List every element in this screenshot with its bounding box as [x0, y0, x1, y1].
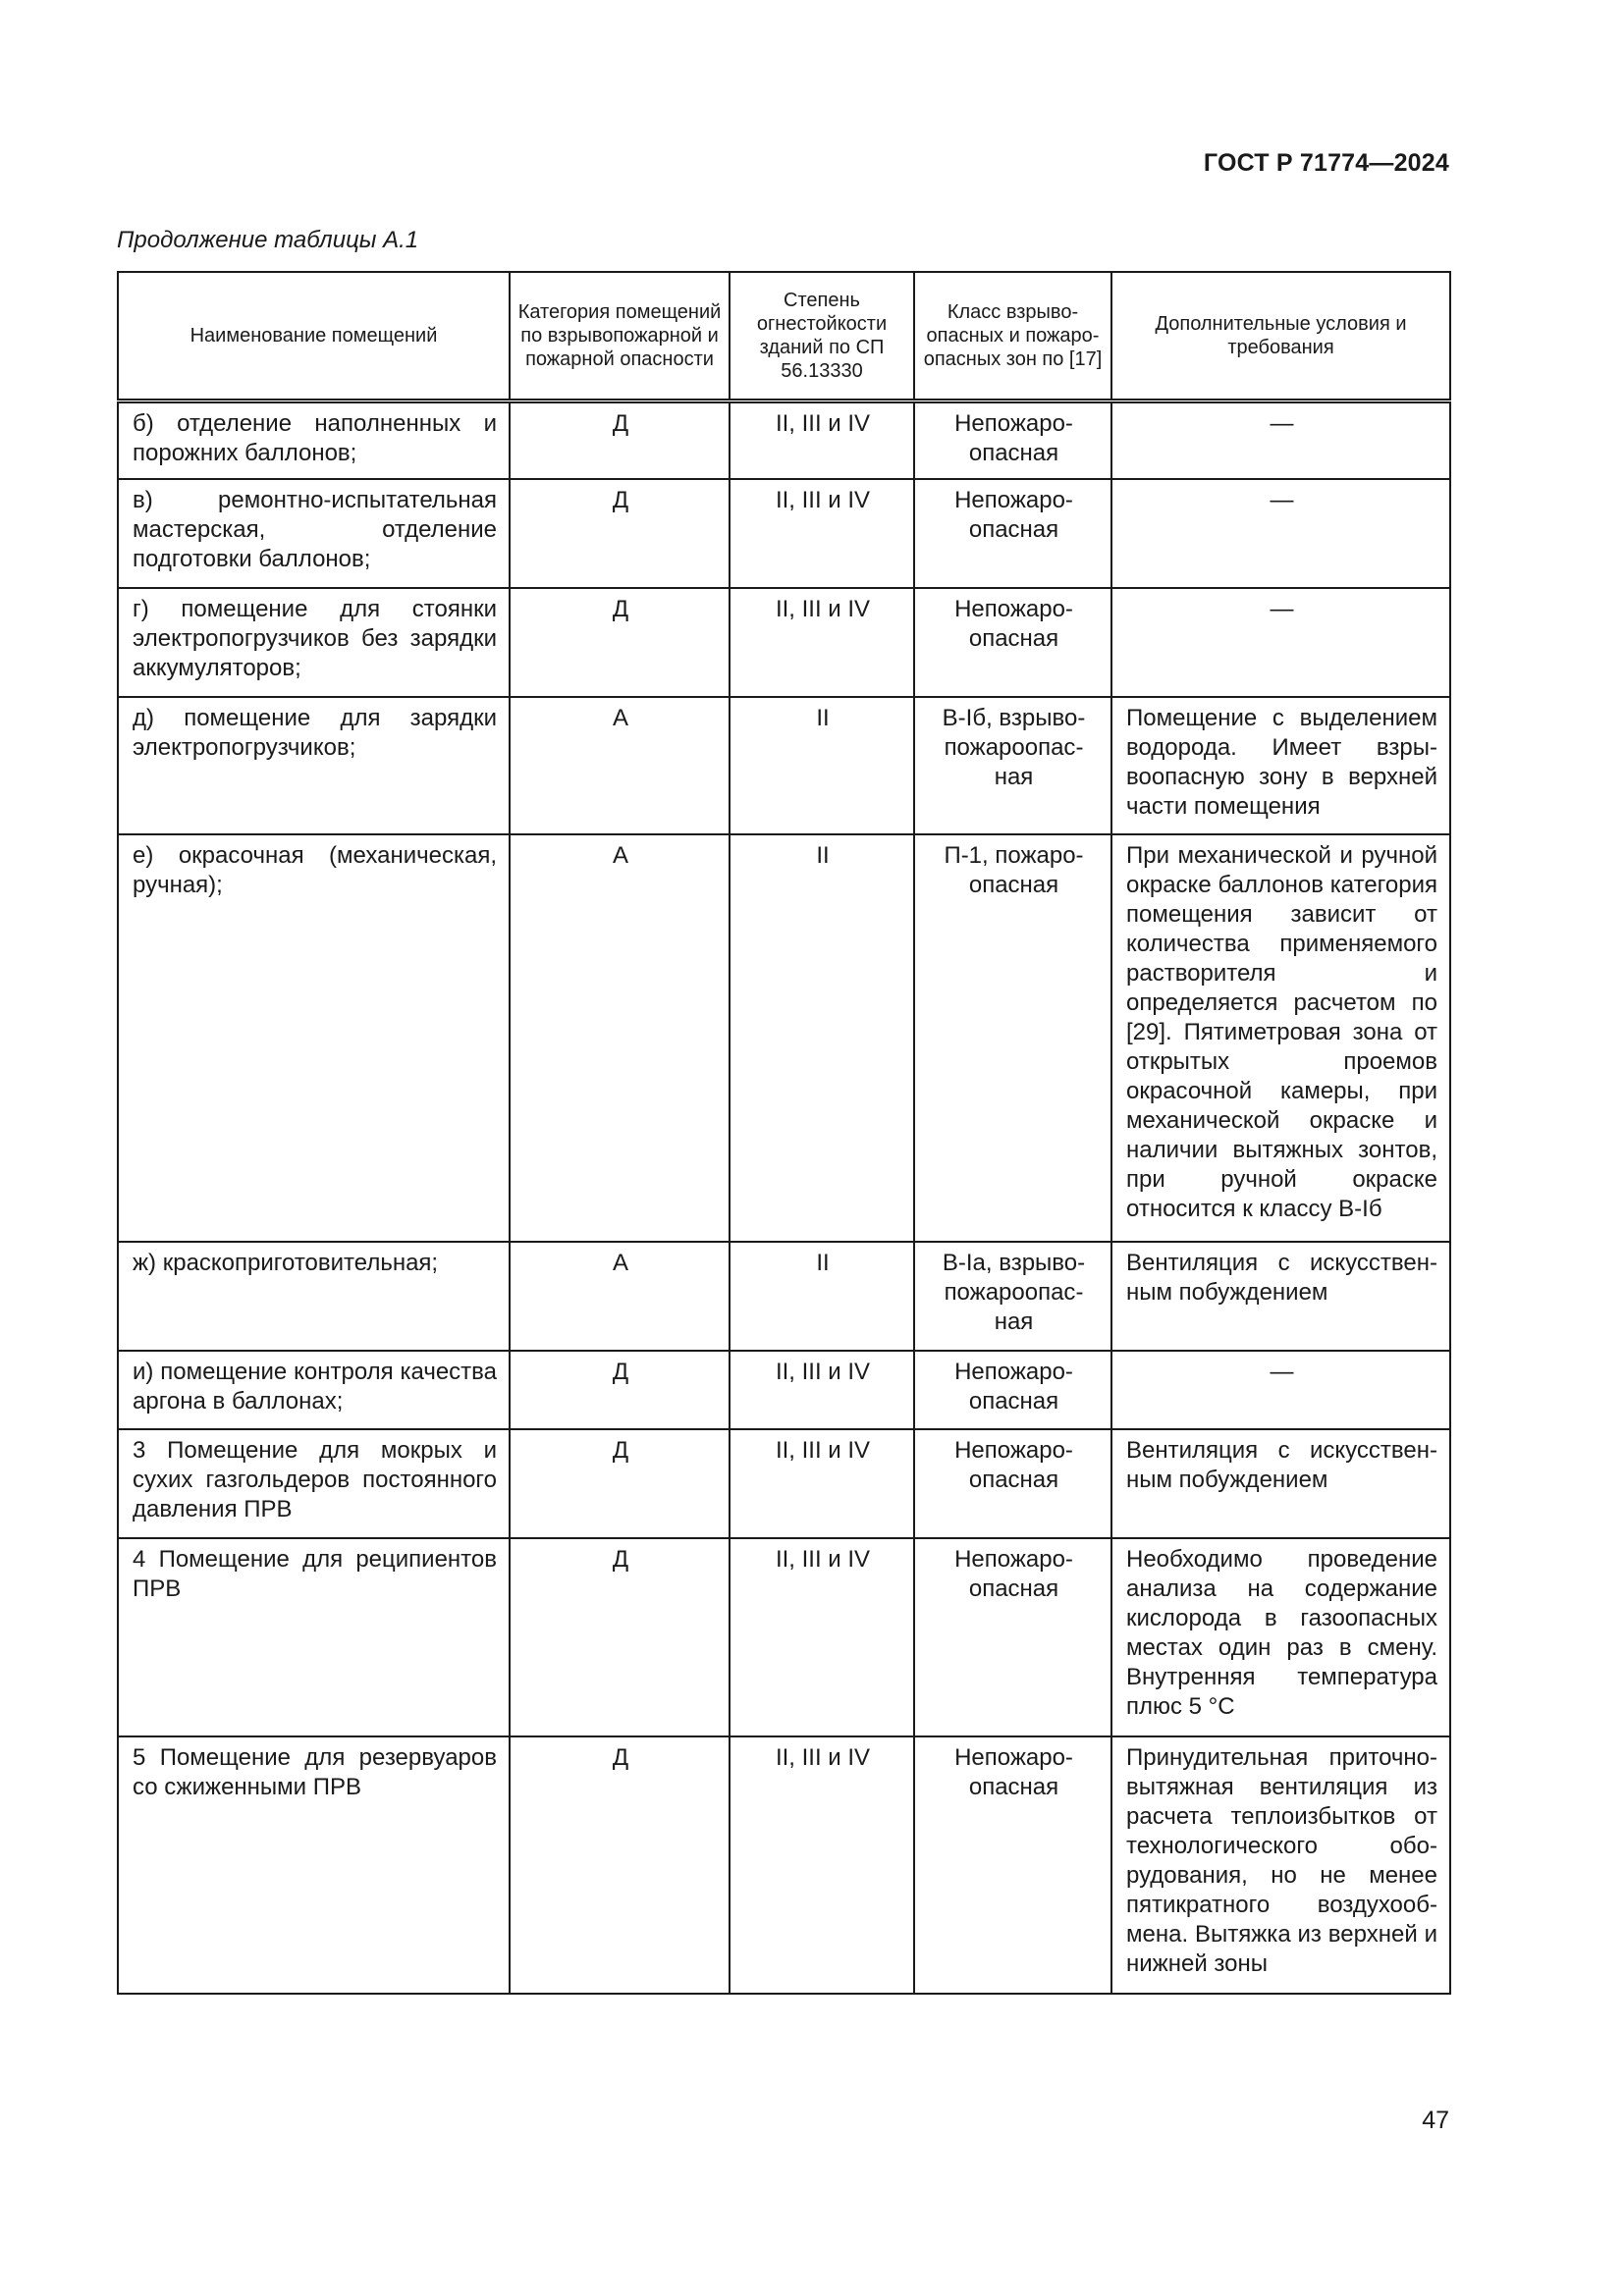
cell-fire-resistance: II, III и IV — [730, 400, 914, 479]
cell-room-name: 4 Помещение для реципиентов ПРВ — [118, 1538, 510, 1736]
cell-category: Д — [510, 400, 730, 479]
table-row — [118, 1736, 1450, 1994]
cell-room-name: 3 Помещение для мокрых и сухих газгольдеров постоянного давления ПРВ — [118, 1429, 510, 1538]
cell-category: А — [510, 697, 730, 834]
requirements-table — [117, 271, 1451, 1995]
cell-fire-resistance: II, III и IV — [730, 479, 914, 588]
cell-room-name: г) помещение для стоянки электропогрузчиков без зарядки аккумуляторов; — [118, 588, 510, 697]
cell-conditions: Принудительная приточно-вытяжная вентиляция из расчета теплоизбытков от технологического оборудования, но не менее пятикратного воздухообмена. Вытяжка из верхней и нижней зоны — [1111, 1736, 1450, 1994]
cell-fire-resistance: II — [730, 834, 914, 1242]
cell-category: А — [510, 834, 730, 1242]
table-header-row — [118, 272, 1450, 400]
cell-category: А — [510, 1242, 730, 1351]
cell-category: Д — [510, 479, 730, 588]
cell-room-name: е) окрасочная (механическая, ручная); — [118, 834, 510, 1242]
table-row — [118, 1538, 1450, 1736]
cell-room-name: д) помещение для зарядки электропогрузчиков; — [118, 697, 510, 834]
cell-fire-resistance: II, III и IV — [730, 1538, 914, 1736]
cell-zone-class: Непожароопасная — [914, 1538, 1111, 1736]
cell-category: Д — [510, 1351, 730, 1429]
cell-conditions: Вентиляция с искусственным побуждением — [1111, 1242, 1450, 1351]
cell-fire-resistance: II, III и IV — [730, 1351, 914, 1429]
cell-conditions: — — [1111, 588, 1450, 697]
cell-conditions: — — [1111, 479, 1450, 588]
cell-fire-resistance: II — [730, 697, 914, 834]
table-row — [118, 697, 1450, 834]
header-room-name: Наименование помещений — [118, 272, 510, 400]
cell-zone-class: Непожароопасная — [914, 1736, 1111, 1994]
cell-zone-class: В-Iб, взрывопожароопасная — [914, 697, 1111, 834]
cell-category: Д — [510, 1736, 730, 1994]
cell-room-name: и) помещение контроля качества аргона в баллонах; — [118, 1351, 510, 1429]
cell-room-name: 5 Помещение для резервуаров со сжиженными ПРВ — [118, 1736, 510, 1994]
cell-room-name: ж) краскоприготовительная; — [118, 1242, 510, 1351]
header-category: Категория помещений по взрывопожарной и пожарной опасности — [510, 272, 730, 400]
cell-conditions: При механической и ручной окраске баллонов категория помещения зависит от количества применяемого растворителя и определяется расчетом по [29]. Пятиметровая зона от открытых проемов окрасочной камеры, при механической окраске и наличии вытяжных зонтов, при ручной окраске относится к классу В-Iб — [1111, 834, 1450, 1242]
cell-conditions: — — [1111, 400, 1450, 479]
table-row — [118, 479, 1450, 588]
cell-conditions: Вентиляция с искусственным побуждением — [1111, 1429, 1450, 1538]
cell-zone-class: Непожароопасная — [914, 1429, 1111, 1538]
cell-zone-class: В-Iа, взрывопожароопасная — [914, 1242, 1111, 1351]
table-row — [118, 1429, 1450, 1538]
cell-conditions: Помещение с выделением водорода. Имеет взрывоопасную зону в верхней части помещения — [1111, 697, 1450, 834]
table-row — [118, 1351, 1450, 1429]
table-row — [118, 834, 1450, 1242]
cell-fire-resistance: II, III и IV — [730, 588, 914, 697]
cell-conditions: — — [1111, 1351, 1450, 1429]
cell-zone-class: Непожароопасная — [914, 588, 1111, 697]
header-fire-resistance: Степень огнестойкости зданий по СП 56.13330 — [730, 272, 914, 400]
cell-zone-class: Непожароопасная — [914, 479, 1111, 588]
page-number: 47 — [1422, 2107, 1449, 2134]
cell-category: Д — [510, 1429, 730, 1538]
header-conditions: Дополнительные условия и требования — [1111, 272, 1450, 400]
table-row — [118, 588, 1450, 697]
header-zone-class: Класс взрывоопасных и пожароопасных зон по [17] — [914, 272, 1111, 400]
cell-room-name: б) отделение наполненных и порожних баллонов; — [118, 400, 510, 479]
cell-room-name: в) ремонтно-испытательная мастерская, отделение подготовки баллонов; — [118, 479, 510, 588]
cell-conditions: Необходимо проведение анализа на содержание кислорода в газоопасных местах один раз в смену. Внутренняя температура плюс 5 °С — [1111, 1538, 1450, 1736]
cell-category: Д — [510, 1538, 730, 1736]
cell-fire-resistance: II, III и IV — [730, 1736, 914, 1994]
cell-zone-class: Непожароопасная — [914, 400, 1111, 479]
cell-fire-resistance: II — [730, 1242, 914, 1351]
table-row — [118, 400, 1450, 479]
cell-fire-resistance: II, III и IV — [730, 1429, 914, 1538]
cell-category: Д — [510, 588, 730, 697]
table-row — [118, 1242, 1450, 1351]
cell-zone-class: П-1, пожароопасная — [914, 834, 1111, 1242]
standard-id: ГОСТ Р 71774—2024 — [1203, 149, 1449, 177]
table-caption: Продолжение таблицы А.1 — [117, 227, 419, 253]
cell-zone-class: Непожароопасная — [914, 1351, 1111, 1429]
